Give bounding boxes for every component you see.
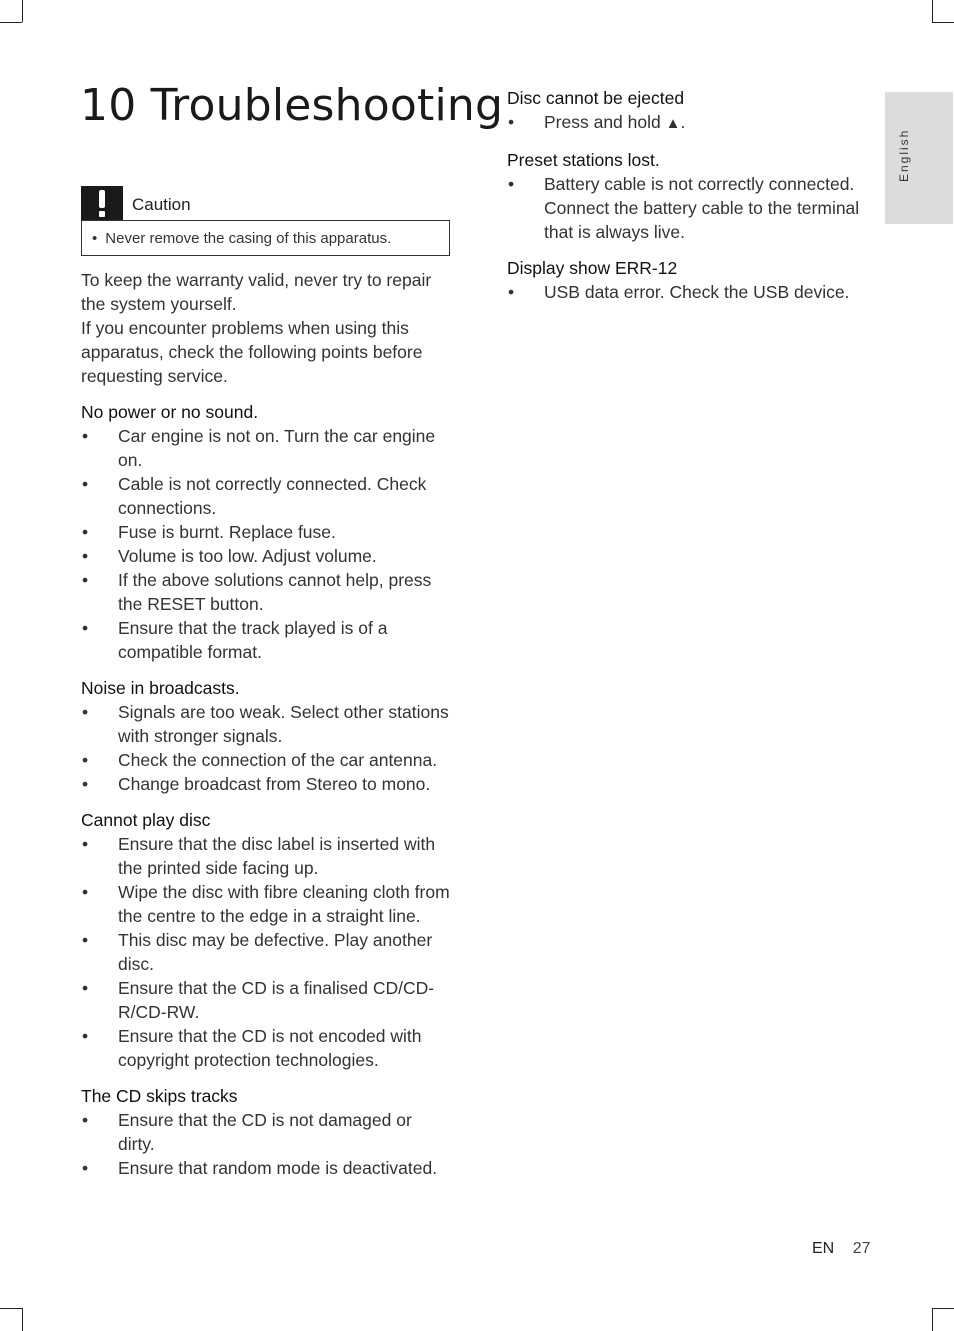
list-item [81,928,453,976]
item-text: Battery cable is not correctly connected. Connect the battery cable to the terminal that is always live. [544,174,860,242]
bullet: • [82,750,89,770]
caution-header [81,186,450,220]
item-list [81,1108,453,1180]
section-title: Noise in broadcasts. [81,678,240,698]
bullet: • [82,930,89,950]
bullet: • [82,882,89,902]
bullet: • [82,474,89,494]
list-item [81,772,453,796]
item-list [507,172,882,244]
list-item [81,1156,453,1180]
list-item [81,976,453,1024]
bullet: • [508,112,515,132]
item-list [81,700,453,796]
page-title: 10 Troubleshooting [80,80,504,131]
item-end: . [680,112,686,132]
crop-mark [22,1308,23,1331]
bullet: • [82,702,89,722]
item-text: Ensure that random mode is deactivated. [118,1158,438,1178]
bullet: • [82,1110,89,1130]
troubleshoot-section [81,808,453,1072]
list-item [81,748,453,772]
item-text: Cable is not correctly connected. Check connections. [118,474,427,518]
item-text: Check the connection of the car antenna. [118,750,438,770]
intro [81,268,453,388]
item-text: If the above solutions cannot help, press the RESET button. [118,570,432,614]
list-item [81,568,453,616]
crop-mark [0,22,22,23]
bullet: • [82,834,89,854]
bullet: • [82,570,89,590]
item-text: Wipe the disc with fibre cleaning cloth from the centre to the edge in a straight line. [118,882,450,926]
list-item [507,110,882,136]
exclamation-icon [81,186,123,220]
caution-label: Caution [132,195,191,214]
section-title: No power or no sound. [81,402,259,422]
bullet: • [82,1026,89,1046]
list-item [81,1108,453,1156]
section-title: Cannot play disc [81,810,211,830]
caution-box [81,220,450,256]
footer-language: EN [812,1240,835,1257]
item-list [507,280,882,304]
item-text: Ensure that the disc label is inserted with the printed side facing up. [118,834,436,878]
language-tab [885,92,953,224]
crop-mark [932,0,933,22]
list-item [81,1024,453,1072]
item-text: Change broadcast from Stereo to mono. [118,774,431,794]
item-text: Volume is too low. Adjust volume. [118,546,377,566]
list-item [507,172,882,244]
bullet: • [508,282,515,302]
troubleshoot-section [81,1084,453,1180]
crop-mark [932,1308,933,1331]
crop-mark [0,1308,22,1309]
item-text: Signals are too weak. Select other stations with stronger signals. [118,702,449,746]
bullet: • [508,174,515,194]
list-item [81,832,453,880]
item-text: Fuse is burnt. Replace fuse. [118,522,336,542]
crop-mark [932,22,954,23]
section-title: Disc cannot be ejected [507,88,685,108]
caution-text: Never remove the casing of this apparatus. [105,229,392,247]
item-list [81,832,453,1072]
bullet: • [82,522,89,542]
language-label: English [897,128,911,182]
section-title: The CD skips tracks [81,1086,238,1106]
item-text: Ensure that the CD is a finalised CD/CD-R/CD-RW. [118,978,435,1022]
item-text: Ensure that the CD is not damaged or dirty. [118,1110,412,1154]
bullet: • [92,229,98,247]
list-item [81,700,453,748]
section-title: Display show ERR-12 [507,258,678,278]
page-footer [812,1240,870,1258]
item-text: Press and hold [544,112,666,132]
bullet: • [82,978,89,998]
bullet: • [82,1158,89,1178]
item-text: This disc may be defective. Play another disc. [118,930,433,974]
troubleshoot-section [507,256,882,304]
item-text: Ensure that the CD is not encoded with copyright protection technologies. [118,1026,422,1070]
item-list [507,110,882,136]
troubleshoot-section [81,400,453,664]
item-text: USB data error. Check the USB device. [544,282,850,302]
troubleshoot-section [507,148,882,244]
right-column [507,86,882,304]
eject-icon: ▲ [665,115,681,132]
bullet: • [82,546,89,566]
troubleshoot-section [81,676,453,796]
left-column [81,268,453,1180]
item-text: Ensure that the track played is of a compatible format. [118,618,388,662]
bullet: • [82,774,89,794]
crop-mark [22,0,23,22]
list-item [81,544,453,568]
page-number: 27 [852,1240,871,1257]
section-disc-eject [507,86,882,136]
item-list [81,424,453,664]
bullet: • [82,426,89,446]
intro-paragraph: If you encounter problems when using this apparatus, check the following points before requesting service. [81,318,423,386]
list-item [507,280,882,304]
section-title: Preset stations lost. [507,150,660,170]
list-item [81,424,453,472]
caution-block [81,186,450,256]
bullet: • [82,618,89,638]
intro-paragraph: To keep the warranty valid, never try to repair the system yourself. [81,270,432,314]
list-item [81,472,453,520]
crop-mark [932,1308,954,1309]
list-item [81,616,453,664]
item-text: Car engine is not on. Turn the car engine on. [118,426,436,470]
list-item [81,880,453,928]
list-item [81,520,453,544]
